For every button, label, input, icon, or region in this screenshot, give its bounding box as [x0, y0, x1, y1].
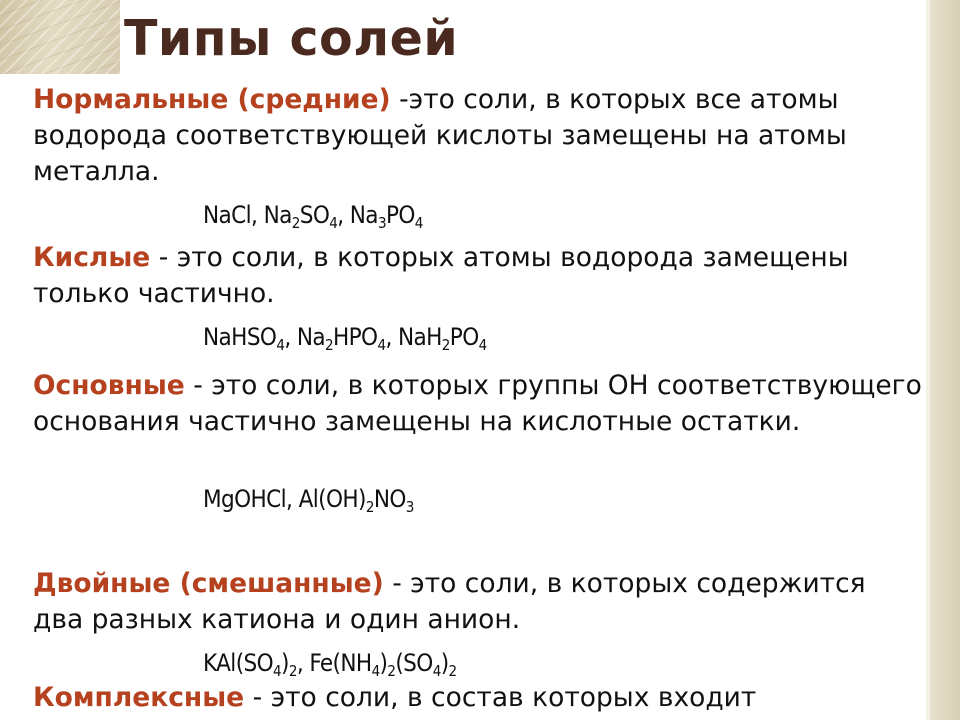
formula-text: ) [281, 649, 289, 677]
formula-subscript: 4 [273, 662, 282, 680]
formula-text: (SO [395, 649, 433, 677]
definition-text-complex: - это соли, в состав которых входит [244, 682, 757, 713]
formula-text: NaHSO [203, 323, 277, 351]
term-basic: Основные [33, 370, 185, 401]
formula-text: HPO [333, 323, 378, 351]
formula-subscript: 4 [432, 662, 441, 680]
formula-subscript: 2 [288, 662, 297, 680]
definition-acidic [33, 240, 923, 312]
slide-title: Типы солей [124, 10, 459, 67]
formula-subscript: 2 [448, 662, 457, 680]
formula-normal [203, 200, 423, 230]
definition-basic [33, 368, 923, 440]
term-double: Двойные (смешанные) [33, 568, 384, 599]
formula-subscript: 4 [377, 336, 386, 354]
formula-text: NO [373, 485, 406, 513]
formula-subscript: 2 [291, 214, 300, 232]
formula-text: , NaH [385, 323, 442, 351]
definition-text-double: - это соли, в которых содержится два разных катиона и один анион. [33, 568, 866, 635]
formula-double [203, 648, 457, 678]
formula-text: ) [440, 649, 449, 677]
formula-text: PO [449, 323, 479, 351]
formula-text: KAl(SO [203, 649, 274, 677]
definition-double [33, 566, 923, 638]
formula-basic [203, 484, 414, 514]
formula-subscript: 4 [329, 214, 338, 232]
formula-subscript: 2 [325, 336, 333, 354]
formula-text: SO [299, 201, 330, 229]
title-bar [0, 0, 926, 74]
formula-subscript: 3 [377, 214, 386, 232]
definition-text-normal: -это соли, в которых все атомы водорода соответствующей кислоты замещены на атомы металла. [33, 84, 847, 187]
definition-complex [33, 680, 923, 716]
formula-subscript: 3 [405, 498, 414, 516]
term-acidic: Кислые [33, 242, 151, 273]
formula-text: ) [379, 649, 388, 677]
formula-text: MgOHCl, Al(OH) [203, 485, 366, 513]
formula-text: PO [385, 201, 415, 229]
formula-subscript: 4 [371, 662, 380, 680]
right-decorative-strip [926, 0, 960, 720]
term-normal: Нормальные (средние) [33, 84, 391, 115]
definition-text-basic: - это соли, в которых группы ОН соответствующего основания частично замещены на кислотные остатки. [33, 370, 922, 437]
term-complex: Комплексные [33, 682, 245, 713]
formula-text: , Fe(NH [296, 649, 372, 677]
formula-subscript: 4 [276, 336, 285, 354]
formula-subscript: 4 [414, 214, 423, 232]
slide-content [13, 74, 926, 720]
formula-text: NaCl, Na [203, 201, 292, 229]
formula-subscript: 2 [441, 336, 450, 354]
formula-subscript: 4 [478, 336, 487, 354]
formula-acidic [203, 322, 487, 352]
formula-subscript: 2 [387, 662, 396, 680]
formula-text: , Na [284, 323, 326, 351]
formula-text: , Na [337, 201, 378, 229]
definition-text-acidic: - это соли, в которых атомы водорода замещены только частично. [33, 242, 849, 309]
definition-normal [33, 82, 923, 190]
formula-subscript: 2 [365, 498, 374, 516]
